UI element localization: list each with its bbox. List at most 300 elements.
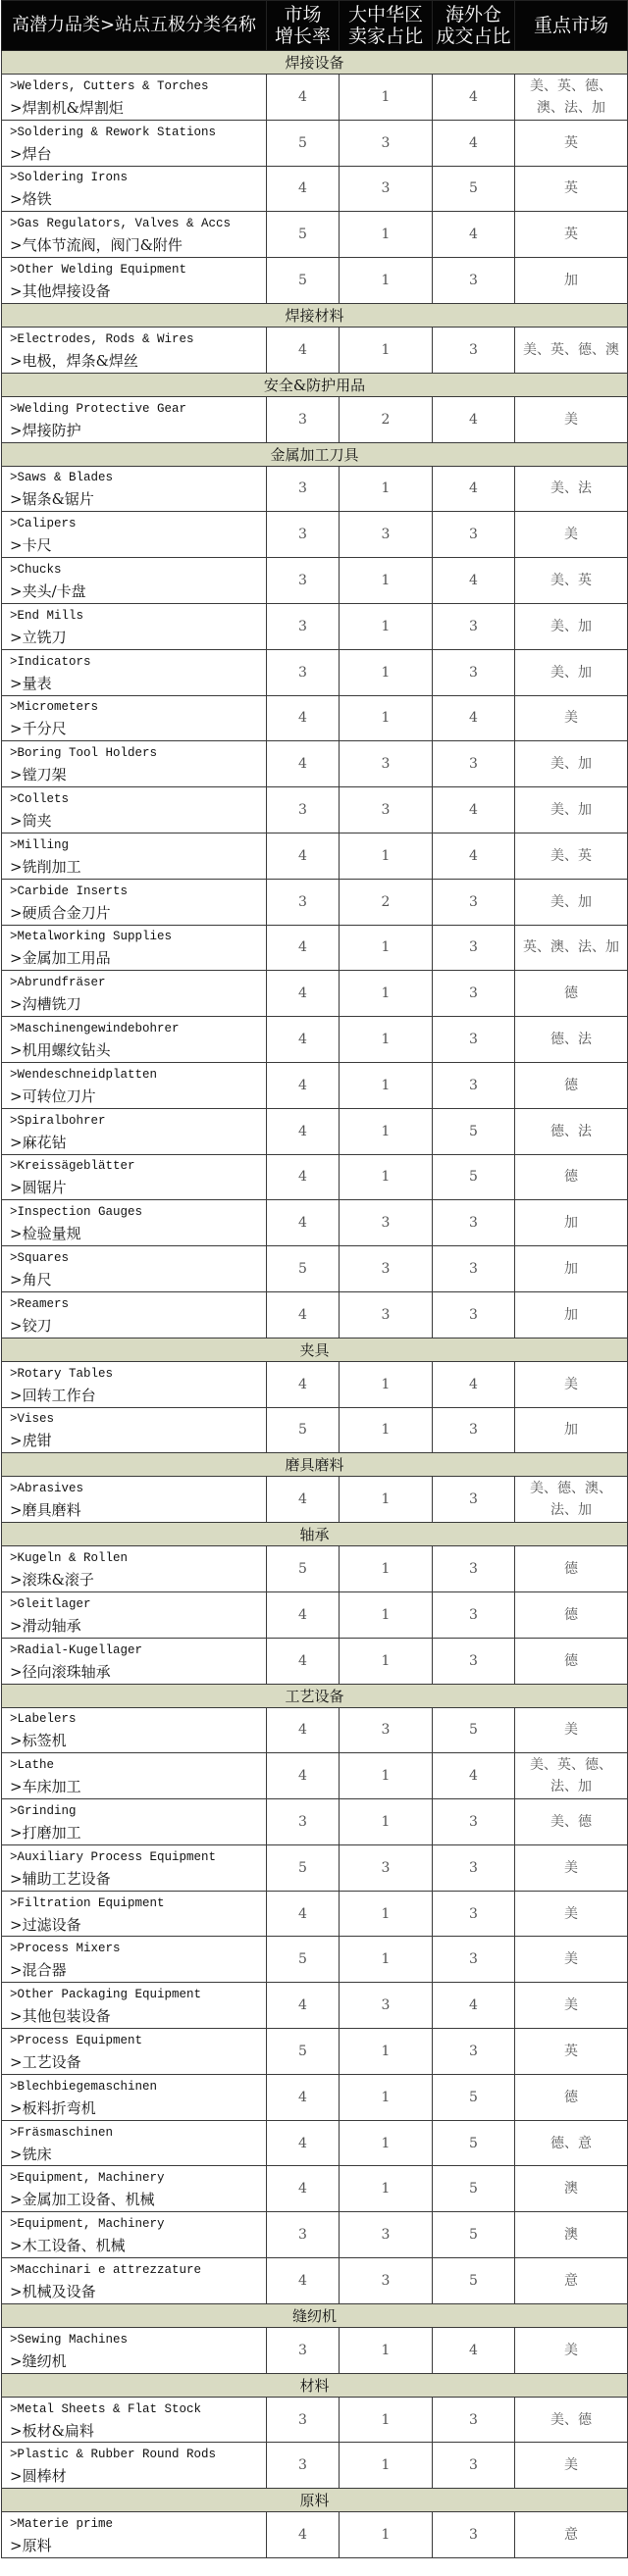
table-row [2, 1937, 628, 1983]
category-name-zh: >铰刀 [10, 1316, 52, 1335]
market-growth-score: 4 [267, 1638, 340, 1684]
category-name-zh: >滚珠&滚子 [10, 1571, 94, 1589]
market-growth-score: 4 [267, 166, 340, 212]
market-growth-score: 3 [267, 2443, 340, 2489]
greater-china-seller-share-score: 1 [340, 466, 433, 512]
category-name-zh: >混合器 [10, 1961, 67, 1980]
section-title: 安全&防护用品 [2, 373, 628, 396]
category-name-en: >Blechbiegemaschinen [10, 2079, 158, 2094]
category-name-zh: >板材&扁料 [10, 2421, 94, 2440]
overseas-warehouse-share-score: 4 [433, 1983, 515, 2029]
key-markets: 美、加 [515, 649, 628, 695]
category-name-zh: >千分尺 [10, 720, 67, 738]
key-markets: 美、德 [515, 1799, 628, 1845]
market-growth-score: 5 [267, 120, 340, 166]
overseas-warehouse-share-score: 3 [433, 1638, 515, 1684]
header-line: 增长率 [274, 25, 331, 47]
category-name-cell [2, 1707, 267, 1753]
overseas-warehouse-share-score: 4 [433, 75, 515, 121]
overseas-warehouse-share-score: 4 [433, 695, 515, 741]
greater-china-seller-share-score: 3 [340, 2212, 433, 2258]
category-name-zh: >可转位刀片 [10, 1086, 96, 1105]
overseas-warehouse-share-score: 4 [433, 396, 515, 442]
market-growth-score: 4 [267, 327, 340, 373]
greater-china-seller-share-score: 1 [340, 1062, 433, 1108]
key-markets: 美 [515, 1707, 628, 1753]
key-markets: 加 [515, 1246, 628, 1292]
table-row [2, 120, 628, 166]
category-name-cell [2, 212, 267, 258]
category-name-en: >Chucks [10, 563, 62, 578]
overseas-warehouse-share-score: 3 [433, 2443, 515, 2489]
category-name-zh: >筒夹 [10, 812, 52, 831]
category-name-zh: >径向滚珠轴承 [10, 1662, 111, 1681]
market-growth-score: 4 [267, 1291, 340, 1338]
header-line: 大中华区 [347, 4, 423, 25]
category-name-en: >Metal Sheets & Flat Stock [10, 2401, 202, 2416]
category-name-cell [2, 1891, 267, 1937]
key-markets: 美 [515, 396, 628, 442]
key-markets: 加 [515, 1291, 628, 1338]
key-markets: 德、意 [515, 2120, 628, 2166]
category-name-zh: >磨具磨料 [10, 1501, 81, 1520]
category-name-cell [2, 166, 267, 212]
section-title: 焊接设备 [2, 51, 628, 75]
category-name-en: >Equipment, Machinery [10, 2217, 165, 2232]
category-name-en: >Other Packaging Equipment [10, 1988, 202, 2002]
category-name-cell [2, 2258, 267, 2304]
overseas-warehouse-share-score: 5 [433, 2120, 515, 2166]
category-name-zh: >烙铁 [10, 190, 52, 209]
market-growth-score: 4 [267, 695, 340, 741]
key-markets: 美、法 [515, 466, 628, 512]
key-markets: 美 [515, 1983, 628, 2029]
market-growth-score: 4 [267, 1017, 340, 1063]
greater-china-seller-share-score: 3 [340, 787, 433, 833]
category-name-zh: >辅助工艺设备 [10, 1869, 111, 1888]
table-row [2, 787, 628, 833]
key-markets: 德 [515, 1154, 628, 1200]
greater-china-seller-share-score: 1 [340, 1407, 433, 1453]
category-name-zh: >硬质合金刀片 [10, 903, 111, 922]
table-row [2, 1108, 628, 1154]
category-name-zh: >角尺 [10, 1271, 52, 1289]
header-growth [267, 1, 340, 51]
overseas-warehouse-share-score: 5 [433, 2258, 515, 2304]
table-row [2, 2120, 628, 2166]
category-name-cell [2, 879, 267, 925]
category-name-en: >Calipers [10, 517, 77, 531]
table-row [2, 258, 628, 304]
category-name-en: >Process Mixers [10, 1942, 121, 1956]
category-name-cell [2, 1591, 267, 1638]
key-markets: 德 [515, 1591, 628, 1638]
greater-china-seller-share-score: 1 [340, 1753, 433, 1799]
category-name-en: >Squares [10, 1251, 70, 1266]
category-name-en: >Boring Tool Holders [10, 746, 158, 761]
table-body [2, 51, 628, 2558]
overseas-warehouse-share-score: 5 [433, 1707, 515, 1753]
greater-china-seller-share-score: 1 [340, 1546, 433, 1592]
category-name-en: >Abrasives [10, 1482, 84, 1496]
market-growth-score: 4 [267, 741, 340, 787]
section-row [2, 51, 628, 75]
category-name-en: >Kugeln & Rollen [10, 1551, 129, 1565]
category-name-en: >Equipment, Machinery [10, 2171, 165, 2186]
overseas-warehouse-share-score: 3 [433, 2512, 515, 2558]
category-name-zh: >圆棒材 [10, 2467, 67, 2486]
market-growth-score: 4 [267, 2258, 340, 2304]
category-name-cell [2, 1108, 267, 1154]
category-name-cell [2, 2120, 267, 2166]
overseas-warehouse-share-score: 3 [433, 1407, 515, 1453]
market-growth-score: 4 [267, 1108, 340, 1154]
market-growth-score: 5 [267, 1937, 340, 1983]
greater-china-seller-share-score: 3 [340, 741, 433, 787]
category-name-zh: >缝纫机 [10, 2351, 67, 2370]
table-row [2, 327, 628, 373]
category-name-cell [2, 396, 267, 442]
category-name-cell [2, 75, 267, 121]
category-name-zh: >锯条&锯片 [10, 490, 94, 509]
key-markets: 意 [515, 2512, 628, 2558]
overseas-warehouse-share-score: 3 [433, 1591, 515, 1638]
table-row [2, 2512, 628, 2558]
category-name-zh: >机械及设备 [10, 2282, 96, 2300]
key-markets: 美、英、德、法、加 [515, 1753, 628, 1799]
greater-china-seller-share-score: 2 [340, 396, 433, 442]
greater-china-seller-share-score: 1 [340, 2512, 433, 2558]
category-name-zh: >金属加工用品 [10, 949, 111, 968]
category-name-zh: >夹头/卡盘 [10, 582, 86, 601]
category-name-en: >Maschinengewindebohrer [10, 1022, 180, 1036]
category-name-zh: >工艺设备 [10, 2052, 81, 2071]
table-row [2, 2397, 628, 2443]
table-row [2, 2029, 628, 2075]
category-name-zh: >焊台 [10, 144, 52, 163]
table-row [2, 603, 628, 649]
category-name-en: >Rotary Tables [10, 1366, 114, 1381]
category-name-en: >Metalworking Supplies [10, 930, 173, 944]
category-name-en: >Electrodes, Rods & Wires [10, 331, 194, 346]
category-name-cell [2, 925, 267, 971]
table-row [2, 1062, 628, 1108]
market-growth-score: 4 [267, 1361, 340, 1407]
key-markets: 澳 [515, 2166, 628, 2212]
category-name-cell [2, 1753, 267, 1799]
table-row [2, 1291, 628, 1338]
key-markets: 加 [515, 1407, 628, 1453]
overseas-warehouse-share-score: 3 [433, 1291, 515, 1338]
market-growth-score: 5 [267, 1546, 340, 1592]
category-name-en: >Macchinari e attrezzature [10, 2262, 202, 2277]
category-name-cell [2, 695, 267, 741]
key-markets: 美 [515, 1891, 628, 1937]
market-growth-score: 3 [267, 466, 340, 512]
category-name-cell [2, 258, 267, 304]
category-name-en: >Process Equipment [10, 2033, 143, 2047]
category-name-cell [2, 1799, 267, 1845]
market-growth-score: 4 [267, 2512, 340, 2558]
table-row [2, 2443, 628, 2489]
key-markets: 德、法 [515, 1108, 628, 1154]
greater-china-seller-share-score: 3 [340, 1291, 433, 1338]
greater-china-seller-share-score: 3 [340, 1844, 433, 1891]
overseas-warehouse-share-score: 4 [433, 1361, 515, 1407]
market-growth-score: 5 [267, 258, 340, 304]
key-markets: 英、澳、法、加 [515, 925, 628, 971]
market-growth-score: 4 [267, 1062, 340, 1108]
table-row [2, 1407, 628, 1453]
category-name-en: >Lathe [10, 1758, 55, 1773]
key-markets: 英 [515, 166, 628, 212]
overseas-warehouse-share-score: 5 [433, 1108, 515, 1154]
key-markets: 德 [515, 2074, 628, 2120]
table-row [2, 2166, 628, 2212]
market-growth-score: 4 [267, 1983, 340, 2029]
key-markets: 美 [515, 2443, 628, 2489]
market-growth-score: 3 [267, 558, 340, 604]
category-name-en: >Wendeschneidplatten [10, 1067, 158, 1082]
market-growth-score: 4 [267, 833, 340, 879]
greater-china-seller-share-score: 1 [340, 1638, 433, 1684]
greater-china-seller-share-score: 1 [340, 558, 433, 604]
header-line: 市场 [284, 4, 322, 25]
category-name-zh: >滑动轴承 [10, 1616, 81, 1635]
key-markets: 美、加 [515, 879, 628, 925]
greater-china-seller-share-score: 1 [340, 649, 433, 695]
category-name-cell [2, 1638, 267, 1684]
category-name-en: >Kreissägeblätter [10, 1159, 135, 1174]
greater-china-seller-share-score: 3 [340, 120, 433, 166]
category-name-cell [2, 1546, 267, 1592]
key-markets: 美、英 [515, 558, 628, 604]
category-name-cell [2, 1062, 267, 1108]
market-growth-score: 4 [267, 2120, 340, 2166]
overseas-warehouse-share-score: 3 [433, 603, 515, 649]
category-name-en: >Spiralbohrer [10, 1113, 106, 1128]
table-row [2, 396, 628, 442]
overseas-warehouse-share-score: 3 [433, 1937, 515, 1983]
overseas-warehouse-share-score: 3 [433, 741, 515, 787]
overseas-warehouse-share-score: 3 [433, 925, 515, 971]
greater-china-seller-share-score: 1 [340, 327, 433, 373]
overseas-warehouse-share-score: 4 [433, 558, 515, 604]
overseas-warehouse-share-score: 3 [433, 879, 515, 925]
overseas-warehouse-share-score: 3 [433, 1546, 515, 1592]
category-name-en: >Welding Protective Gear [10, 401, 187, 416]
category-name-zh: >标签机 [10, 1732, 67, 1750]
key-markets: 美、加 [515, 603, 628, 649]
category-name-en: >Micrometers [10, 700, 99, 715]
category-name-cell [2, 1477, 267, 1523]
key-markets: 德 [515, 1546, 628, 1592]
category-name-cell [2, 1200, 267, 1246]
category-name-en: >Soldering & Rework Stations [10, 125, 217, 139]
greater-china-seller-share-score: 1 [340, 2120, 433, 2166]
overseas-warehouse-share-score: 4 [433, 2327, 515, 2373]
table-row [2, 2327, 628, 2373]
category-name-zh: >沟槽铣刀 [10, 995, 81, 1014]
table-row [2, 1891, 628, 1937]
key-markets: 美、英、德、澳 [515, 327, 628, 373]
market-growth-score: 4 [267, 1477, 340, 1523]
key-markets: 美 [515, 1361, 628, 1407]
key-markets: 加 [515, 1200, 628, 1246]
market-growth-score: 3 [267, 2397, 340, 2443]
overseas-warehouse-share-score: 4 [433, 833, 515, 879]
category-name-zh: >过滤设备 [10, 1915, 81, 1934]
market-growth-score: 3 [267, 787, 340, 833]
category-name-zh: >焊割机&焊割炬 [10, 98, 124, 117]
market-growth-score: 4 [267, 2074, 340, 2120]
category-name-cell [2, 120, 267, 166]
market-growth-score: 5 [267, 2029, 340, 2075]
market-growth-score: 3 [267, 649, 340, 695]
section-title: 原料 [2, 2489, 628, 2512]
category-name-en: >Plastic & Rubber Round Rods [10, 2448, 217, 2462]
market-growth-score: 4 [267, 2166, 340, 2212]
section-row [2, 303, 628, 327]
category-name-en: >Labelers [10, 1712, 77, 1727]
key-markets: 英 [515, 212, 628, 258]
category-name-zh: >铣削加工 [10, 857, 81, 876]
category-name-cell [2, 466, 267, 512]
table-row [2, 1983, 628, 2029]
greater-china-seller-share-score: 1 [340, 925, 433, 971]
greater-china-seller-share-score: 1 [340, 2074, 433, 2120]
category-name-zh: >金属加工设备、机械 [10, 2191, 155, 2209]
key-markets: 德 [515, 971, 628, 1017]
category-name-zh: >其他包装设备 [10, 2007, 111, 2026]
table-row [2, 2258, 628, 2304]
market-growth-score: 4 [267, 1154, 340, 1200]
header-line: 卖家占比 [347, 25, 423, 47]
category-name-cell [2, 833, 267, 879]
category-name-cell [2, 1983, 267, 2029]
greater-china-seller-share-score: 1 [340, 2166, 433, 2212]
greater-china-seller-share-score: 1 [340, 1017, 433, 1063]
key-markets: 美 [515, 695, 628, 741]
key-markets: 美 [515, 1937, 628, 1983]
market-growth-score: 3 [267, 512, 340, 558]
category-name-zh: >木工设备、机械 [10, 2237, 126, 2255]
greater-china-seller-share-score: 1 [340, 833, 433, 879]
category-name-en: >Indicators [10, 654, 91, 669]
greater-china-seller-share-score: 3 [340, 166, 433, 212]
table-row [2, 1200, 628, 1246]
category-name-en: >Abrundfräser [10, 976, 106, 990]
market-growth-score: 4 [267, 1707, 340, 1753]
table-row [2, 466, 628, 512]
category-name-cell [2, 1844, 267, 1891]
category-name-en: >Fräsmaschinen [10, 2125, 114, 2140]
category-name-en: >Gleitlager [10, 1596, 91, 1611]
table-row [2, 925, 628, 971]
category-name-cell [2, 1407, 267, 1453]
category-name-cell [2, 2443, 267, 2489]
category-name-cell [2, 2029, 267, 2075]
header-line: 海外仓 [445, 4, 501, 25]
table-row [2, 1361, 628, 1407]
table-row [2, 166, 628, 212]
category-name-cell [2, 741, 267, 787]
table-header [2, 1, 628, 51]
category-name-zh: >回转工作台 [10, 1386, 96, 1404]
category-name-cell [2, 1291, 267, 1338]
table-row [2, 212, 628, 258]
overseas-warehouse-share-score: 3 [433, 971, 515, 1017]
greater-china-seller-share-score: 1 [340, 1591, 433, 1638]
greater-china-seller-share-score: 1 [340, 695, 433, 741]
category-name-cell [2, 2397, 267, 2443]
market-growth-score: 3 [267, 603, 340, 649]
market-growth-score: 3 [267, 1799, 340, 1845]
category-name-cell [2, 1937, 267, 1983]
category-name-en: >Reamers [10, 1296, 70, 1311]
section-row [2, 373, 628, 396]
category-name-zh: >圆锯片 [10, 1179, 67, 1197]
market-growth-score: 4 [267, 1591, 340, 1638]
category-name-en: >End Mills [10, 608, 84, 623]
category-name-cell [2, 649, 267, 695]
overseas-warehouse-share-score: 5 [433, 1154, 515, 1200]
section-title: 焊接材料 [2, 303, 628, 327]
header-category: 高潜力品类>站点五极分类名称 [2, 1, 267, 51]
overseas-warehouse-share-score: 5 [433, 2212, 515, 2258]
market-growth-score: 4 [267, 75, 340, 121]
category-name-cell [2, 1361, 267, 1407]
market-growth-score: 5 [267, 1844, 340, 1891]
section-title: 工艺设备 [2, 1684, 628, 1707]
table-row [2, 1477, 628, 1523]
greater-china-seller-share-score: 1 [340, 2029, 433, 2075]
category-name-cell [2, 1154, 267, 1200]
market-growth-score: 5 [267, 212, 340, 258]
header-greater-china-share [340, 1, 433, 51]
header-line: 成交占比 [436, 25, 511, 47]
overseas-warehouse-share-score: 3 [433, 1017, 515, 1063]
category-name-zh: >量表 [10, 674, 52, 692]
category-name-cell [2, 1017, 267, 1063]
key-markets: 意 [515, 2258, 628, 2304]
category-name-cell [2, 2327, 267, 2373]
overseas-warehouse-share-score: 3 [433, 1200, 515, 1246]
greater-china-seller-share-score: 3 [340, 512, 433, 558]
table-row [2, 1753, 628, 1799]
category-name-en: >Collets [10, 792, 70, 807]
category-name-zh: >立铣刀 [10, 628, 67, 646]
key-markets: 美、德 [515, 2397, 628, 2443]
overseas-warehouse-share-score: 3 [433, 2029, 515, 2075]
category-name-zh: >车床加工 [10, 1778, 81, 1796]
market-growth-score: 5 [267, 1407, 340, 1453]
overseas-warehouse-share-score: 4 [433, 787, 515, 833]
key-markets: 美 [515, 2327, 628, 2373]
overseas-warehouse-share-score: 4 [433, 1753, 515, 1799]
category-name-cell [2, 971, 267, 1017]
table-row [2, 2212, 628, 2258]
category-name-cell [2, 603, 267, 649]
section-title: 材料 [2, 2373, 628, 2397]
greater-china-seller-share-score: 3 [340, 1983, 433, 2029]
key-markets: 澳 [515, 2212, 628, 2258]
table-row [2, 741, 628, 787]
greater-china-seller-share-score: 1 [340, 1361, 433, 1407]
greater-china-seller-share-score: 1 [340, 1477, 433, 1523]
market-growth-score: 4 [267, 1891, 340, 1937]
table-row [2, 1246, 628, 1292]
